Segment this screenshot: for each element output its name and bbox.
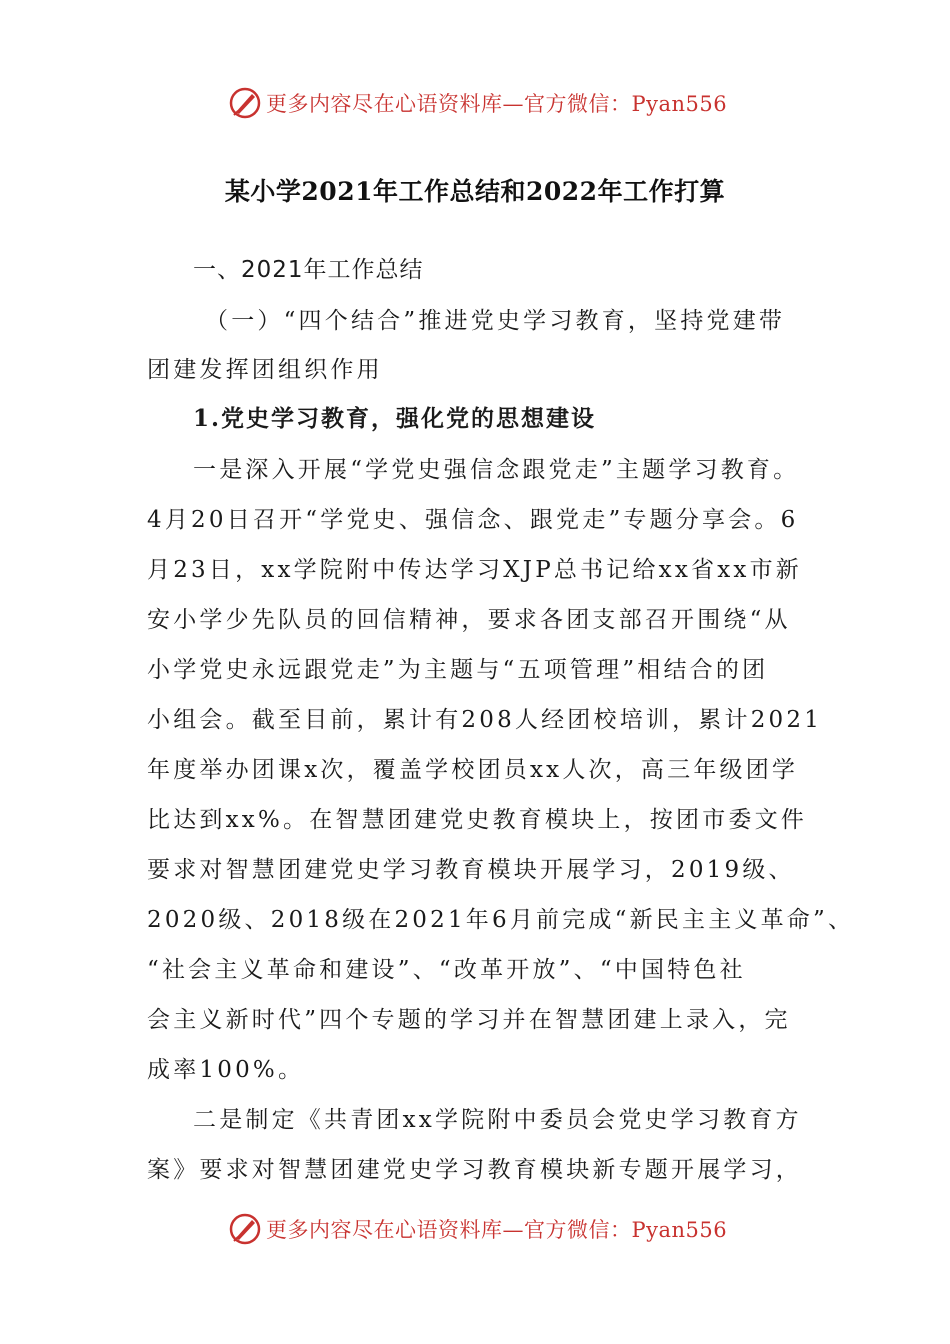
paragraph-line: 安小学少先队员的回信精神，要求各团支部召开围绕“从 [147,607,791,633]
watermark-text: 更多内容尽在心语资料库—官方微信：Pyan556 [266,92,728,116]
paragraph-line: 要求对智慧团建党史学习教育模块开展学习，2019级、 [147,857,795,883]
document-title: 某小学2021年工作总结和2022年工作打算 [224,177,726,206]
paragraph-line: 小学党史永远跟党走”为主题与“五项管理”相结合的团 [147,657,769,683]
paragraph-line: 案》要求对智慧团建党史学习教育模块新专题开展学习， [147,1157,802,1183]
paragraph-line: 二是制定《共青团xx学院附中委员会党史学习教育方 [193,1107,802,1133]
paragraph-line: 成率100%。 [147,1057,305,1083]
paragraph-line: 月23日，xx学院附中传达学习XJP总书记给xx省xx市新 [147,557,802,583]
subsection-heading: 1.党史学习教育，强化党的思想建设 [193,405,597,432]
quill-logo-icon [228,1212,262,1246]
paragraph-line: 2020级、2018级在2021年6月前完成“新民主主义革命”、 [147,907,855,933]
paragraph-line: （一）“四个结合”推进党史学习教育，坚持党建带 [205,308,786,334]
paragraph-line: 小组会。截至目前，累计有208人经团校培训，累计2021 [147,707,823,733]
paragraph-line: 团建发挥团组织作用 [147,357,383,383]
paragraph-line: 4月20日召开“学党史、强信念、跟党走”专题分享会。6 [147,507,799,533]
paragraph-line: 比达到xx%。在智慧团建党史教育模块上，按团市委文件 [147,807,807,833]
quill-logo-icon [228,86,262,120]
paragraph-line: 一是深入开展“学党史强信念跟党走”主题学习教育。 [193,457,800,483]
watermark-banner-bottom [228,1212,748,1246]
paragraph-line: 会主义新时代”四个专题的学习并在智慧团建上录入，完 [147,1007,791,1033]
paragraph-line: “社会主义革命和建设”、“改革开放”、“中国特色社 [147,957,746,983]
paragraph-line: 年度举办团课x次，覆盖学校团员xx人次，高三年级团学 [147,757,799,783]
section-heading: 一、2021年工作总结 [193,257,424,283]
watermark-banner-top [228,86,748,120]
watermark-text: 更多内容尽在心语资料库—官方微信：Pyan556 [266,1218,728,1242]
